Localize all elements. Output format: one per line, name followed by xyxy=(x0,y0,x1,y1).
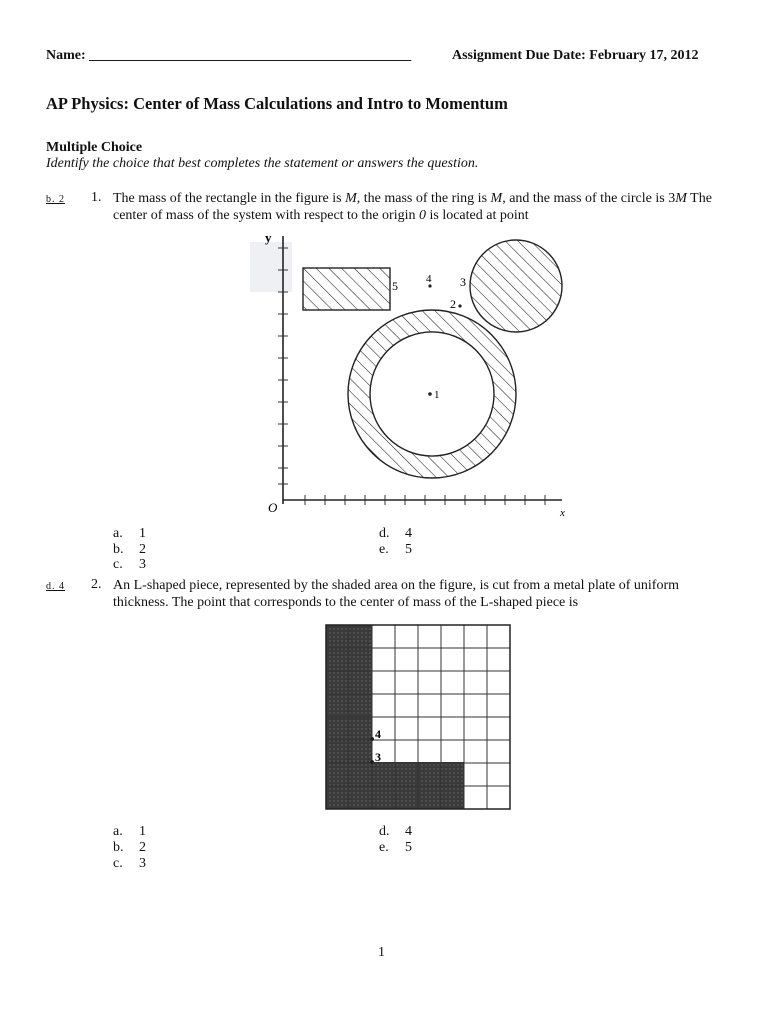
name-line: ______________________________________________ xyxy=(89,48,412,63)
question-number-1: 1. xyxy=(91,190,102,205)
choice-2a[interactable]: a. 1 xyxy=(113,824,146,839)
point-3-l: 3 xyxy=(375,750,381,764)
choice-2b[interactable]: b. 2 xyxy=(113,840,146,855)
page-number: 1 xyxy=(378,945,385,960)
point-1: 1 xyxy=(434,389,440,401)
figure-center-of-mass-system xyxy=(250,228,570,520)
choice-1e[interactable]: e. 5 xyxy=(379,542,412,557)
point-5: 5 xyxy=(392,279,398,293)
due-date: Assignment Due Date: February 17, 2012 xyxy=(452,48,699,63)
point-4-l: 4 xyxy=(375,727,381,741)
answer-q1: b. 2 xyxy=(46,194,65,205)
ring-mass xyxy=(348,310,516,478)
circle-mass xyxy=(470,240,562,332)
y-axis-label: y xyxy=(265,230,272,245)
choice-2d[interactable]: d. 4 xyxy=(379,824,412,839)
page-title: AP Physics: Center of Mass Calculations and Intro to Momentum xyxy=(46,94,508,113)
point-3: 3 xyxy=(460,275,466,289)
figure-l-shaped-piece xyxy=(325,624,511,810)
choice-2e[interactable]: e. 5 xyxy=(379,840,412,855)
choice-1c[interactable]: c. 3 xyxy=(113,557,146,572)
question-text-1: The mass of the rectangle in the figure is M, the mass of the ring is M, and the mass of the circle is 3M The center of mass of the system with respect to the origin 0 is located at point xyxy=(113,191,712,223)
section-heading: Multiple Choice xyxy=(46,140,143,155)
question-number-2: 2. xyxy=(91,577,102,592)
section-instructions: Identify the choice that best completes the statement or answers the question. xyxy=(46,156,479,171)
name-label: Name: ______________________________________________ xyxy=(46,48,412,63)
choice-1b[interactable]: b. 2 xyxy=(113,542,146,557)
choice-2c[interactable]: c. 3 xyxy=(113,856,146,871)
origin-label: O xyxy=(268,500,278,515)
x-axis-label: x xyxy=(560,507,565,519)
choice-1a[interactable]: a. 1 xyxy=(113,526,146,541)
point-2: 2 xyxy=(450,297,456,311)
choice-1d[interactable]: d. 4 xyxy=(379,526,412,541)
question-text-2: An L-shaped piece, represented by the shaded area on the figure, is cut from a metal plate of uniform thickness. The point that corresponds to the center of mass of the L-shaped piece is xyxy=(113,578,680,610)
rectangle-mass xyxy=(303,268,390,310)
point-4: 4 xyxy=(426,273,432,285)
answer-q2: d. 4 xyxy=(46,581,65,592)
